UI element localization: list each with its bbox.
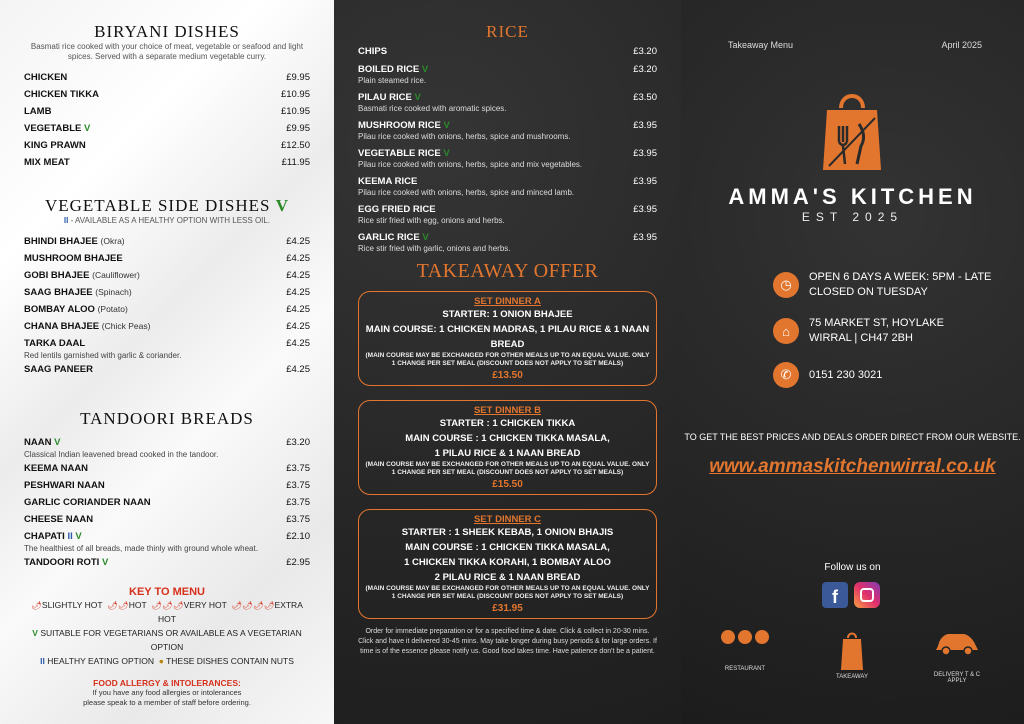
- item-note: (Spinach): [95, 287, 132, 297]
- shopping-bag-logo-icon: [823, 88, 881, 170]
- list-item: [24, 480, 310, 497]
- brand-block: [681, 184, 1024, 224]
- follow-label: Follow us on: [824, 562, 881, 573]
- item-price: £3.75: [286, 480, 310, 491]
- item-name: KEEMA NAAN: [24, 463, 89, 474]
- list-item: [358, 92, 657, 104]
- list-item: [24, 338, 310, 355]
- list-item: [358, 64, 657, 76]
- set-dinner-c: SET DINNER C STARTER : 1 SHEEK KEBAB, 1 ONION BHAJIS MAIN COURSE : 1 CHICKEN TIKKA MASALA, 1 CHICKEN TIKKA KORAHI, 1 BOMBAY ALOO 2 PILAU RICE & 1 NAAN BREAD (MAIN COURSE MAY BE EXCHANGED FOR OTHER MEALS UP TO AN EQUAL VALUE. ONLY 1 CHANGE PER SET MEAL (DISCOUNT DOES NOT APPLY TO SET MEALS) £31.95: [358, 509, 657, 619]
- restaurant-icon: [715, 630, 775, 644]
- item-note: (Okra): [100, 236, 125, 246]
- item-price: £4.25: [286, 287, 310, 298]
- allergy-line-1: If you have any food allergies or intolerances: [92, 688, 242, 697]
- item-desc: Pilau rice cooked with onions, herbs, spice and mix vegetables.: [358, 160, 583, 169]
- service-delivery: DELIVERY T & C APPLY: [929, 630, 985, 684]
- veg-symbol: V: [443, 120, 450, 131]
- item-price: £9.95: [286, 72, 310, 83]
- item-price: £3.75: [286, 514, 310, 525]
- phone[interactable]: ✆ 0151 230 3021: [773, 362, 882, 388]
- item-name: VEGETABLE: [24, 123, 82, 134]
- key-healthy-line: II HEALTHY EATING OPTION ● THESE DISHES CONTAIN NUTS: [40, 656, 294, 666]
- item-name: PESHWARI NAAN: [24, 480, 105, 491]
- list-item: [358, 176, 657, 188]
- biryani-title: BIRYANI DISHES: [94, 22, 240, 41]
- item-price: £3.50: [633, 92, 657, 103]
- chili-icon: 🌶🌶: [107, 600, 129, 610]
- naan-desc: Classical Indian leavened bread cooked in the tandoor.: [24, 450, 219, 459]
- rice-title: RICE: [486, 22, 529, 41]
- item-name: EGG FRIED RICE: [358, 204, 436, 215]
- item-name: CHICKEN: [24, 72, 68, 83]
- item-price: £4.25: [286, 270, 310, 281]
- item-desc: Rice stir fried with garlic, onions and herbs.: [358, 244, 511, 253]
- item-desc: Plain steamed rice.: [358, 76, 427, 85]
- breads-title: TANDOORI BREADS: [80, 409, 254, 428]
- veg-symbol: V: [84, 123, 91, 134]
- facebook-icon[interactable]: f: [822, 582, 848, 608]
- veg-symbol: V: [422, 232, 429, 243]
- item-price: £4.25: [286, 321, 310, 332]
- list-item: [24, 72, 310, 89]
- list-item: [358, 46, 657, 58]
- item-name: LAMB: [24, 106, 52, 117]
- item-name: VEGETABLE RICE: [358, 148, 441, 159]
- right-panel: [681, 0, 1024, 724]
- veg-sides-list: [24, 236, 310, 381]
- item-note: (Cauliflower): [92, 270, 140, 280]
- set-dinner-a: SET DINNER A STARTER: 1 ONION BHAJEE MAIN COURSE: 1 CHICKEN MADRAS, 1 PILAU RICE & 1 NAAN BREAD (MAIN COURSE MAY BE EXCHANGED FOR OTHER MEALS UP TO AN EQUAL VALUE. ONLY 1 CHANGE PER SET MEAL (DISCOUNT DOES NOT APPLY TO SET MEALS) £13.50: [358, 291, 657, 386]
- veg-sides-title: VEGETABLE SIDE DISHES V: [44, 196, 290, 215]
- item-price: £10.95: [280, 106, 310, 117]
- website-link[interactable]: www.ammaskitchenwirral.co.uk: [709, 456, 996, 477]
- item-name: PILAU RICE: [358, 92, 412, 103]
- item-name: CHIPS: [358, 46, 388, 57]
- left-panel: [0, 0, 334, 724]
- item-name: KEEMA RICE: [358, 176, 418, 187]
- breads-list: [24, 463, 310, 531]
- item-price: £3.20: [633, 64, 657, 75]
- list-item: [24, 270, 310, 287]
- item-desc: Basmati rice cooked with aromatic spices.: [358, 104, 507, 113]
- list-item: [358, 204, 657, 216]
- list-item: [24, 157, 310, 174]
- list-item: CHAPATI II V £2.10: [24, 531, 310, 542]
- item-price: £4.25: [286, 253, 310, 264]
- key-heat-line: 🌶SLIGHTLY HOT 🌶🌶HOT 🌶🌶🌶VERY HOT 🌶🌶🌶🌶EXTRA HOT: [31, 600, 303, 624]
- list-item: NAAN V £3.20: [24, 437, 310, 448]
- veg-symbol: V: [414, 92, 421, 103]
- item-desc: Pilau rice cooked with onions, herbs, spice and minced lamb.: [358, 188, 575, 197]
- brand-est: EST 2025: [801, 210, 904, 224]
- address: ⌂ 75 MARKET ST, HOYLAKE WIRRAL | CH47 2BH: [773, 316, 944, 346]
- item-price: £12.50: [280, 140, 310, 151]
- list-item: [24, 497, 310, 514]
- key-veg-line: V SUITABLE FOR VEGETARIANS OR AVAILABLE AS A VEGETARIAN OPTION: [32, 628, 302, 652]
- item-name: GARLIC CORIANDER NAAN: [24, 497, 151, 508]
- order-footer-note: Order for immediate preparation or for a specified time & date. Click & collect in 20-30 mins. Click and have it delivered 30-45 mins. May take longer during busy periods & for large orders. If time is of the essence please notify us. Good food takes time. Have patience don't be a patient.: [358, 628, 657, 655]
- list-item: TANDOORI ROTI V £2.95: [24, 557, 310, 568]
- item-price: £3.95: [633, 232, 657, 243]
- item-note: (Potato): [97, 304, 128, 314]
- list-item: [24, 463, 310, 480]
- menu-date: April 2025: [941, 40, 982, 50]
- item-name: MUSHROOM BHAJEE: [24, 253, 123, 264]
- list-item: [24, 89, 310, 106]
- item-price: £4.25: [286, 304, 310, 315]
- phone-icon: ✆: [773, 362, 799, 388]
- opening-hours: ◷ OPEN 6 DAYS A WEEK: 5PM - LATE CLOSED ON TUESDAY: [773, 270, 991, 300]
- list-item: [358, 148, 657, 160]
- item-name: SAAG PANEER: [24, 364, 93, 375]
- item-name: CHANA BHAJEE: [24, 321, 100, 332]
- item-price: £3.95: [633, 204, 657, 215]
- item-desc: Pilau rice cooked with onions, herbs, spice and mushrooms.: [358, 132, 571, 141]
- item-price: £3.95: [633, 148, 657, 159]
- list-item: [24, 106, 310, 123]
- biryani-list: [24, 72, 310, 174]
- service-takeaway: TAKEAWAY: [827, 630, 877, 680]
- list-item: [358, 232, 657, 244]
- list-item: [24, 304, 310, 321]
- home-icon: ⌂: [773, 318, 799, 344]
- chili-icon: 🌶: [31, 600, 42, 610]
- list-item: [24, 514, 310, 531]
- chapati-desc: The healthiest of all breads, made thinly with ground whole wheat.: [24, 544, 258, 553]
- clock-icon: ◷: [773, 272, 799, 298]
- key-title: KEY TO MENU: [129, 586, 205, 598]
- item-name: GOBI BHAJEE: [24, 270, 90, 281]
- item-name: BOMBAY ALOO: [24, 304, 95, 315]
- list-item: [24, 364, 310, 381]
- allergy-line-2: please speak to a member of staff before ordering.: [83, 698, 251, 707]
- item-note: (Chick Peas): [101, 321, 151, 331]
- item-name: CHEESE NAAN: [24, 514, 94, 525]
- item-name: MIX MEAT: [24, 157, 70, 168]
- nut-icon: ●: [158, 656, 164, 666]
- veg-symbol: V: [443, 148, 450, 159]
- chili-icon: 🌶🌶🌶: [151, 600, 184, 610]
- car-icon: [934, 630, 980, 656]
- item-price: £4.25: [286, 338, 310, 349]
- item-name: MUSHROOM RICE: [358, 120, 441, 131]
- veg-symbol: V: [421, 64, 429, 75]
- rice-list: [358, 46, 657, 254]
- item-price: £10.95: [280, 89, 310, 100]
- social-links: [822, 582, 880, 608]
- list-item: [358, 120, 657, 132]
- item-price: £11.95: [281, 157, 310, 168]
- biryani-subtitle: Basmati rice cooked with your choice of meat, vegetable or seafood and light spices. Served with a separate medium vegetable curry.: [30, 42, 304, 61]
- list-item: [24, 287, 310, 304]
- item-name: BOILED RICE: [358, 64, 420, 75]
- instagram-icon[interactable]: [854, 582, 880, 608]
- chili-icon: 🌶🌶🌶🌶: [231, 600, 275, 610]
- item-price: £3.95: [633, 176, 657, 187]
- item-price: £4.25: [286, 236, 310, 247]
- item-price: £4.25: [286, 364, 310, 375]
- list-item: [24, 140, 310, 157]
- menu-label: Takeaway Menu: [728, 40, 794, 50]
- veg-sides-subtitle: II - AVAILABLE AS A HEALTHY OPTION WITH LESS OIL.: [63, 216, 271, 225]
- list-item: [24, 253, 310, 270]
- middle-panel: [334, 0, 681, 724]
- item-name: BHINDI BHAJEE: [24, 236, 98, 247]
- item-price: £3.75: [286, 497, 310, 508]
- item-desc: Rice stir fried with egg, onions and herbs.: [358, 216, 505, 225]
- list-item: [24, 123, 310, 140]
- item-name: SAAG BHAJEE: [24, 287, 93, 298]
- offer-title: TAKEAWAY OFFER: [416, 260, 599, 282]
- list-item: [24, 236, 310, 253]
- takeaway-bag-icon: [841, 630, 863, 670]
- order-direct-text: TO GET THE BEST PRICES AND DEALS ORDER DIRECT FROM OUR WEBSITE.: [684, 432, 1021, 442]
- allergy-title: FOOD ALLERGY & INTOLERANCES:: [93, 678, 241, 688]
- brand-name: AMMA'S KITCHEN: [728, 184, 977, 209]
- item-name: TARKA DAAL: [24, 338, 86, 349]
- list-item: [24, 321, 310, 338]
- item-price: £3.20: [633, 46, 657, 57]
- item-price: £3.95: [633, 120, 657, 131]
- set-dinner-b: SET DINNER B STARTER : 1 CHICKEN TIKKA MAIN COURSE : 1 CHICKEN TIKKA MASALA, 1 PILAU RICE & 1 NAAN BREAD (MAIN COURSE MAY BE EXCHANGED FOR OTHER MEALS UP TO AN EQUAL VALUE. ONLY 1 CHANGE PER SET MEAL (DISCOUNT DOES NOT APPLY TO SET MEALS) £15.50: [358, 400, 657, 495]
- item-name: GARLIC RICE: [358, 232, 420, 243]
- veg-symbol: V: [275, 196, 290, 215]
- service-restaurant: RESTAURANT: [715, 630, 775, 672]
- item-price: £9.95: [286, 123, 310, 134]
- item-desc: Red lentils garnished with garlic & coriander.: [24, 351, 182, 360]
- item-name: CHICKEN TIKKA: [24, 89, 99, 100]
- item-name: KING PRAWN: [24, 140, 86, 151]
- item-price: £3.75: [286, 463, 310, 474]
